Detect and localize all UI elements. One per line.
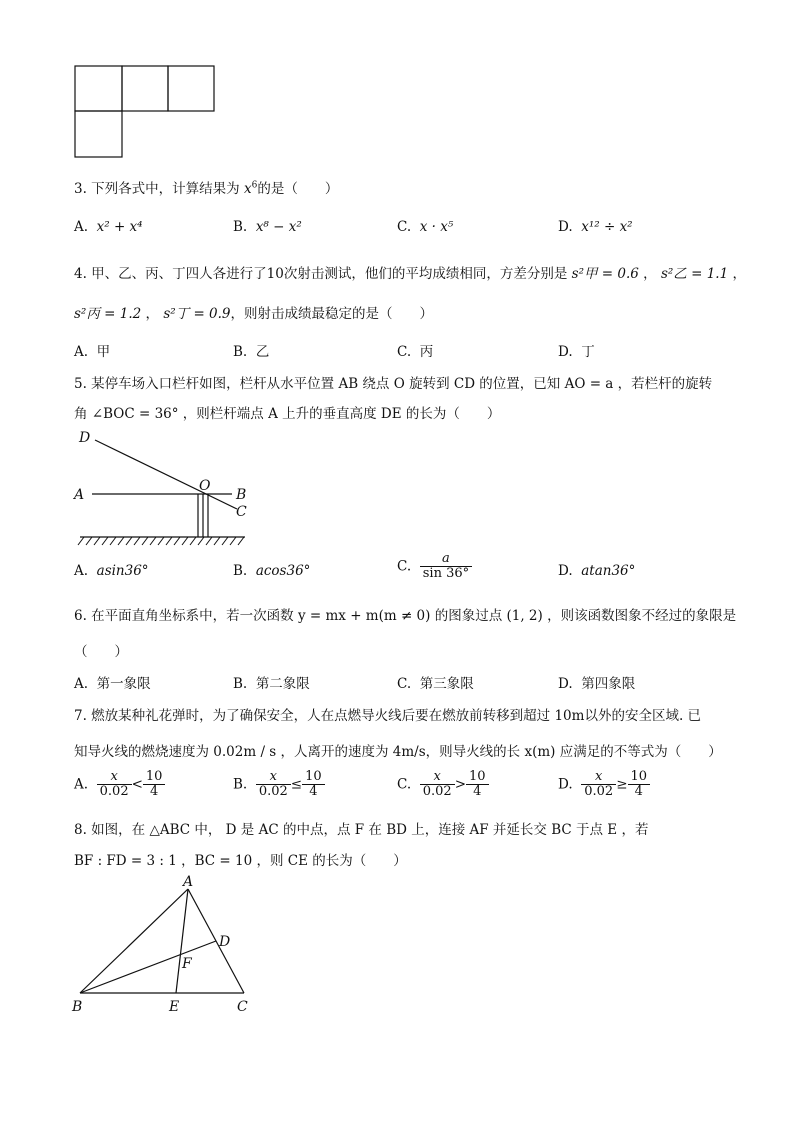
q3-option-c[interactable]: C. x · x⁵ <box>397 219 454 235</box>
segment-bd <box>80 941 216 993</box>
tri-label-d: D <box>219 934 231 950</box>
tri-label-e: E <box>169 999 180 1015</box>
barrier-label-b: B <box>236 487 247 503</box>
q5-option-d[interactable]: D. atan36° <box>558 563 636 579</box>
tri-label-c: C <box>237 999 248 1015</box>
q3-option-a[interactable]: A. x² + x⁴ <box>74 219 143 235</box>
q7-option-b[interactable]: B. $\frac{x}{0.02}$ ≤ $\frac{10}{4}$ <box>233 770 325 800</box>
q6-option-b[interactable]: B. 第二象限 <box>233 676 310 692</box>
q4-stem-line1: 4. 甲、乙、丙、丁四人各进行了10次射击测试，他们的平均成绩相同，方差分别是 s²甲 = 0.6 ， s²乙 = 1.1 ， <box>74 266 746 282</box>
segment-ae <box>176 889 188 993</box>
q5-option-b[interactable]: B. acos36° <box>233 563 311 579</box>
q4-option-a[interactable]: A. 甲 <box>74 344 111 360</box>
tri-label-b: B <box>72 999 83 1015</box>
q8-stem-line2: BF : FD = 3 : 1 ，BC = 10 ，则 CE 的长为（ ） <box>74 853 407 869</box>
q4-option-d[interactable]: D. 丁 <box>558 344 595 360</box>
q3-option-b[interactable]: B. x⁸ − x² <box>233 219 302 235</box>
q4-option-b[interactable]: B. 乙 <box>233 344 270 360</box>
q3-stem: 3. 下列各式中，计算结果为 $x^6$的是（ ） <box>74 180 339 197</box>
q5-option-a[interactable]: A. asin36° <box>74 563 149 579</box>
q4-option-c[interactable]: C. 丙 <box>397 344 434 360</box>
q6-option-a[interactable]: A. 第一象限 <box>74 676 151 692</box>
barrier-label-d: D <box>79 430 91 446</box>
q8-stem-line1: 8. 如图，在 △ABC 中， D 是 AC 的中点，点 F 在 BD 上，连接 AF 并延长交 BC 于点 E ，若 <box>74 822 649 838</box>
q6-option-d[interactable]: D. 第四象限 <box>558 676 636 692</box>
barrier-label-c: C <box>236 504 247 520</box>
tri-label-a: A <box>183 874 194 890</box>
q5-option-c[interactable]: C. $\frac{a}{\sin 36^\circ}$ <box>397 552 472 582</box>
q7-option-d[interactable]: D. $\frac{x}{0.02}$ ≥ $\frac{10}{4}$ <box>558 770 650 800</box>
q7-option-a[interactable]: A. $\frac{x}{0.02}$ < $\frac{10}{4}$ <box>74 770 165 800</box>
q6-stem-line1: 6. 在平面直角坐标系中，若一次函数 y = mx + m(m ≠ 0) 的图象过点 (1, 2) ，则该函数图象不经过的象限是 <box>74 608 737 624</box>
q6-option-c[interactable]: C. 第三象限 <box>397 676 474 692</box>
barrier-label-a: A <box>74 487 85 503</box>
tri-label-f: F <box>182 956 192 972</box>
q4-stem-line2: s²丙 = 1.2 ， s²丁 = 0.9，则射击成绩最稳定的是（ ） <box>74 306 434 322</box>
q5-stem-line2: 角 ∠BOC = 36° ，则栏杆端点 A 上升的垂直高度 DE 的长为（ ） <box>74 406 501 422</box>
q5-stem-line1: 5. 某停车场入口栏杆如图，栏杆从水平位置 AB 绕点 O 旋转到 CD 的位置，已知 AO = a ，若栏杆的旋转 <box>74 376 713 392</box>
q7-stem-line2: 知导火线的燃烧速度为 0.02m / s ，人离开的速度为 4m/s，则导火线的长 x(m) 应满足的不等式为（ ） <box>74 744 722 760</box>
barrier-label-o: O <box>199 478 211 494</box>
q3-option-d[interactable]: D. x¹² ÷ x² <box>558 219 633 235</box>
q6-stem-line2: （ ） <box>74 644 128 660</box>
q7-stem-line1: 7. 燃放某种礼花弹时，为了确保安全，人在点燃导火线后要在燃放前转移到超过 10m以外的安全区域. 已 <box>74 708 702 724</box>
q7-option-c[interactable]: C. $\frac{x}{0.02}$ > $\frac{10}{4}$ <box>397 770 489 800</box>
side-ab <box>80 889 188 993</box>
